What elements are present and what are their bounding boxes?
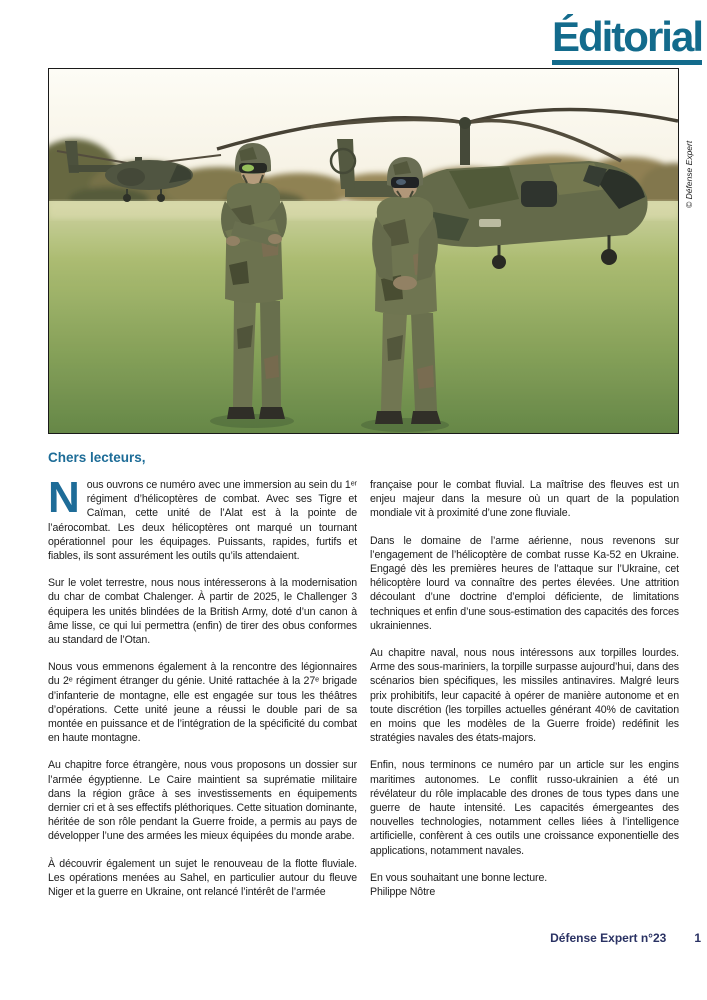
editorial-photo [48,68,679,434]
paragraph-text: ous ouvrons ce numéro avec une immersion au sein du 1ᵉʳ régiment d’hélicoptères de combat. Avec ses Tigre et Caïman, cette unité de l’Alat est à la pointe de l’aérocombat. Les deux hélicoptères ont marqué un tournant opérationnel pour les équipages. Puissants, rapides, furtifs et fiables, ils sont assurément les outils qu’ils attendaient. [48,479,357,563]
paragraph: Dans le domaine de l’arme aérienne, nous revenons sur l’engagement de l’hélicoptère de combat russe Ka-52 en Ukraine. Engagé dès les premières heures de l’attaque sur l’Ukraine, cet hélicoptère lourd va connaître des pertes élevées. Une attrition découlant d’une doctrine d’emploi déficiente, de limitations techniques et enfin d’une sous-estimation des capacités des forces ukrainiennes. [370,534,679,632]
closing-line: En vous souhaitant une bonne lecture. [370,871,548,884]
paragraph: Au chapitre force étrangère, nous vous proposons un dossier sur l’armée égyptienne. Le Caire maintient sa suprématie militaire dans la région grâce à ses investissements en équipements dernier cri et à ses effectifs pléthoriques. Cette situation dominante, héritée de son rôle pendant la Guerre froide, a permis au pays de développer l’une des armées les mieux équipées du monde arabe. [48,759,357,843]
photo-credit: © Défense Expert [684,140,694,208]
photo-illustration [49,69,678,433]
paragraph: Sur le volet terrestre, nous nous intéresserons à la modernisation du char de combat Chalenger. À partir de 2025, le Challenger 3 équipera les unités blindées de la British Army, doté d’un canon à âme lisse, ce qui lui permettra (enfin) de tirer des obus conformes au standard de l’Otan. [48,577,357,647]
dropcap: N [48,473,80,522]
page-footer [550,931,701,945]
left-column [48,473,357,912]
paragraph: À découvrir également un sujet le renouveau de la flotte fluviale. Les opérations menées au Sahel, en particulier autour du fleuve Niger et la guerre en Ukraine, ont relancé l’intérêt de l’armée [48,857,357,899]
paragraph [48,473,357,563]
magazine-issue: Défense Expert n°23 [550,931,667,945]
page-title: Éditorial [552,16,702,65]
greeting: Chers lecteurs, [48,450,146,465]
editorial-body [48,473,679,912]
paragraph: Nous vous emmenons également à la rencontre des légionnaires du 2ᵉ régiment étranger du génie. Unité rattachée à la 27ᵉ brigade d’infanterie de montagne, elle est engagée sur tous les théâtres d’opérations. Cette unité jeune a réussi le double pari de sa montée en puissance et de l’intégration de la spécificité du combat en haute montagne. [48,661,357,745]
signature: Philippe Nôtre [370,886,436,899]
paragraph: Enfin, nous terminons ce numéro par un article sur les engins maritimes autonomes. Le conflit russo-ukrainien a été un révélateur du rôle implacable des drones de tous types dans une guerre de haute intensité. Les capacités émergeantes des nouvelles technologies, notamment celles liées à l’intelligence artificielle, confèrent à ces outils une croissance exponentielle des applications, notamment navales. [370,759,679,857]
page-number: 1 [694,931,701,945]
paragraph: française pour le combat fluvial. La maîtrise des fleuves est un enjeu majeur dans la mesure où un quart de la population mondiale vit à proximité d’une zone fluviale. [370,479,679,520]
paragraph: Au chapitre naval, nous nous intéressons aux torpilles lourdes. Arme des sous-mariniers, la torpille surpasse aujourd’hui, dans des scénarios bien spécifiques, les missiles antinavires. Malgré leurs prix prohibitifs, leur capacité à opérer de manière autonome et en toute discrétion (les torpilles actuelles générant 40% de cavitation en moins que les modèles de la Guerre froide) redéfinit les stratégies navales des états-majors. [370,647,679,745]
right-column [370,478,679,912]
